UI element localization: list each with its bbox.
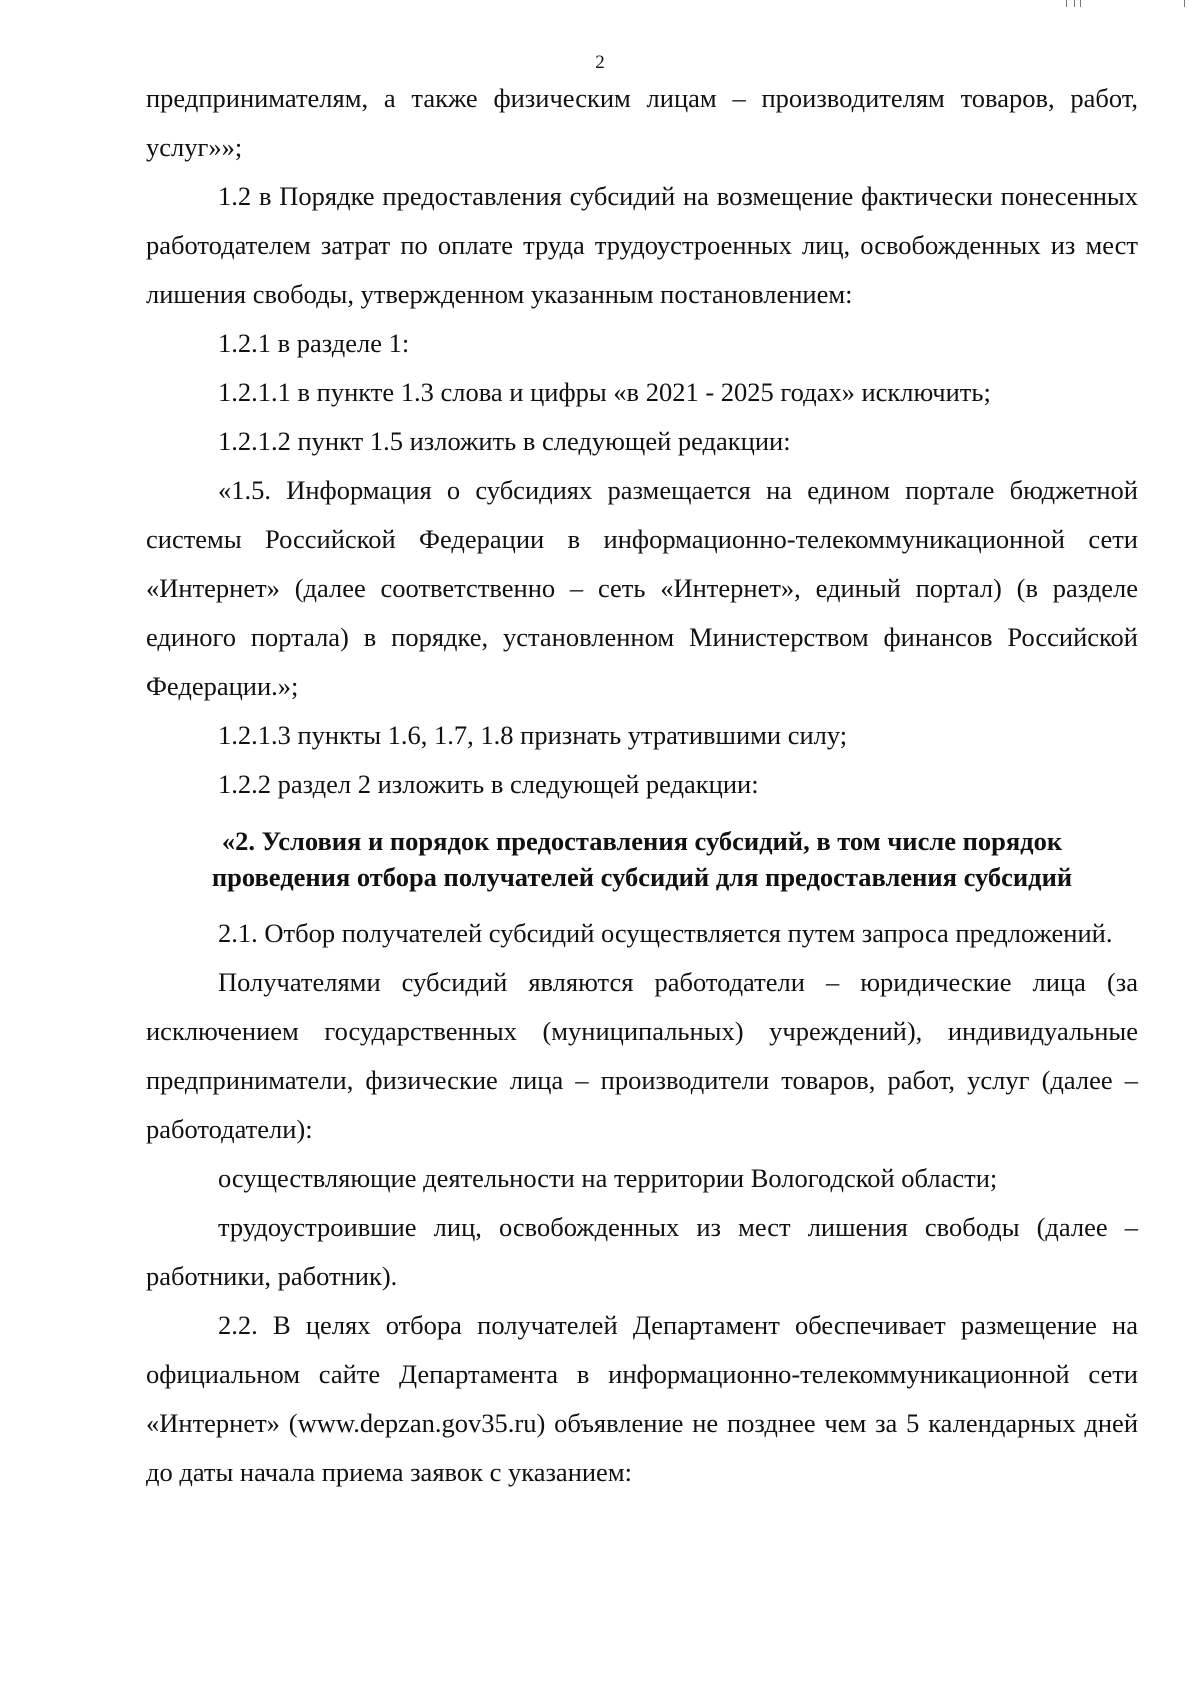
paragraph-2-1: 2.1. Отбор получателей субсидий осуществляется путем запроса предложений. [218,918,1113,948]
paragraph-1-2-1-1: 1.2.1.1 в пункте 1.3 слова и цифры «в 2021 - 2025 годах» исключить; [218,377,991,407]
paragraph-1-2: 1.2 в Порядке предоставления субсидий на возмещение фактически понесенных работодателем затрат по оплате труда трудоустроенных лиц, освобожденных из мест лишения свободы, утвержденном указанным постановлением: [146,181,1138,309]
paragraph-1-2-1: 1.2.1 в разделе 1: [218,328,410,358]
section-2-heading [146,823,1138,895]
paragraph-2-2: 2.2. В целях отбора получателей Департамент обеспечивает размещение на официальном сайте Департамента в информационно-телекоммуникационной сети «Интернет» (www.depzan.gov35.ru) объявление не позднее чем за 5 календарных дней до даты начала приема заявок с указанием: [146,1310,1138,1487]
document-body [146,74,1138,1497]
section-2-heading-line-1: «2. Условия и порядок предоставления субсидий, в том числе порядок [221,826,1063,856]
paragraph-condition-employed: трудоустроившие лиц, освобожденных из мест лишения свободы (далее – работники, работник). [146,1212,1138,1291]
scan-edge-marks [1066,0,1186,8]
page-number: 2 [595,52,605,73]
paragraph-1-2-1-3: 1.2.1.3 пункты 1.6, 1.7, 1.8 признать утратившими силу; [218,720,848,750]
paragraph-1-2-2: 1.2.2 раздел 2 изложить в следующей редакции: [218,769,759,799]
paragraph-recipients: Получателями субсидий являются работодатели – юридические лица (за исключением государственных (муниципальных) учреждений), индивидуальные предприниматели, физические лица – производители товаров, работ, услуг (далее – работодатели): [146,967,1138,1144]
section-2-heading-line-2: проведения отбора получателей субсидий для предоставления субсидий [211,862,1073,892]
paragraph-1-5-quote: «1.5. Информация о субсидиях размещается на едином портале бюджетной системы Российской Федерации в информационно-телекоммуникационной сети «Интернет» (далее соответственно – сеть «Интернет», единый портал) (в разделе единого портала) в порядке, установленном Министерством финансов Российской Федерации.»; [146,475,1138,701]
paragraph-condition-territory: осуществляющие деятельности на территории Вологодской области; [218,1163,998,1193]
paragraph-continuation: предпринимателям, а также физическим лицам – производителям товаров, работ, услуг»»; [146,83,1138,162]
paragraph-1-2-1-2: 1.2.1.2 пункт 1.5 изложить в следующей редакции: [218,426,791,456]
